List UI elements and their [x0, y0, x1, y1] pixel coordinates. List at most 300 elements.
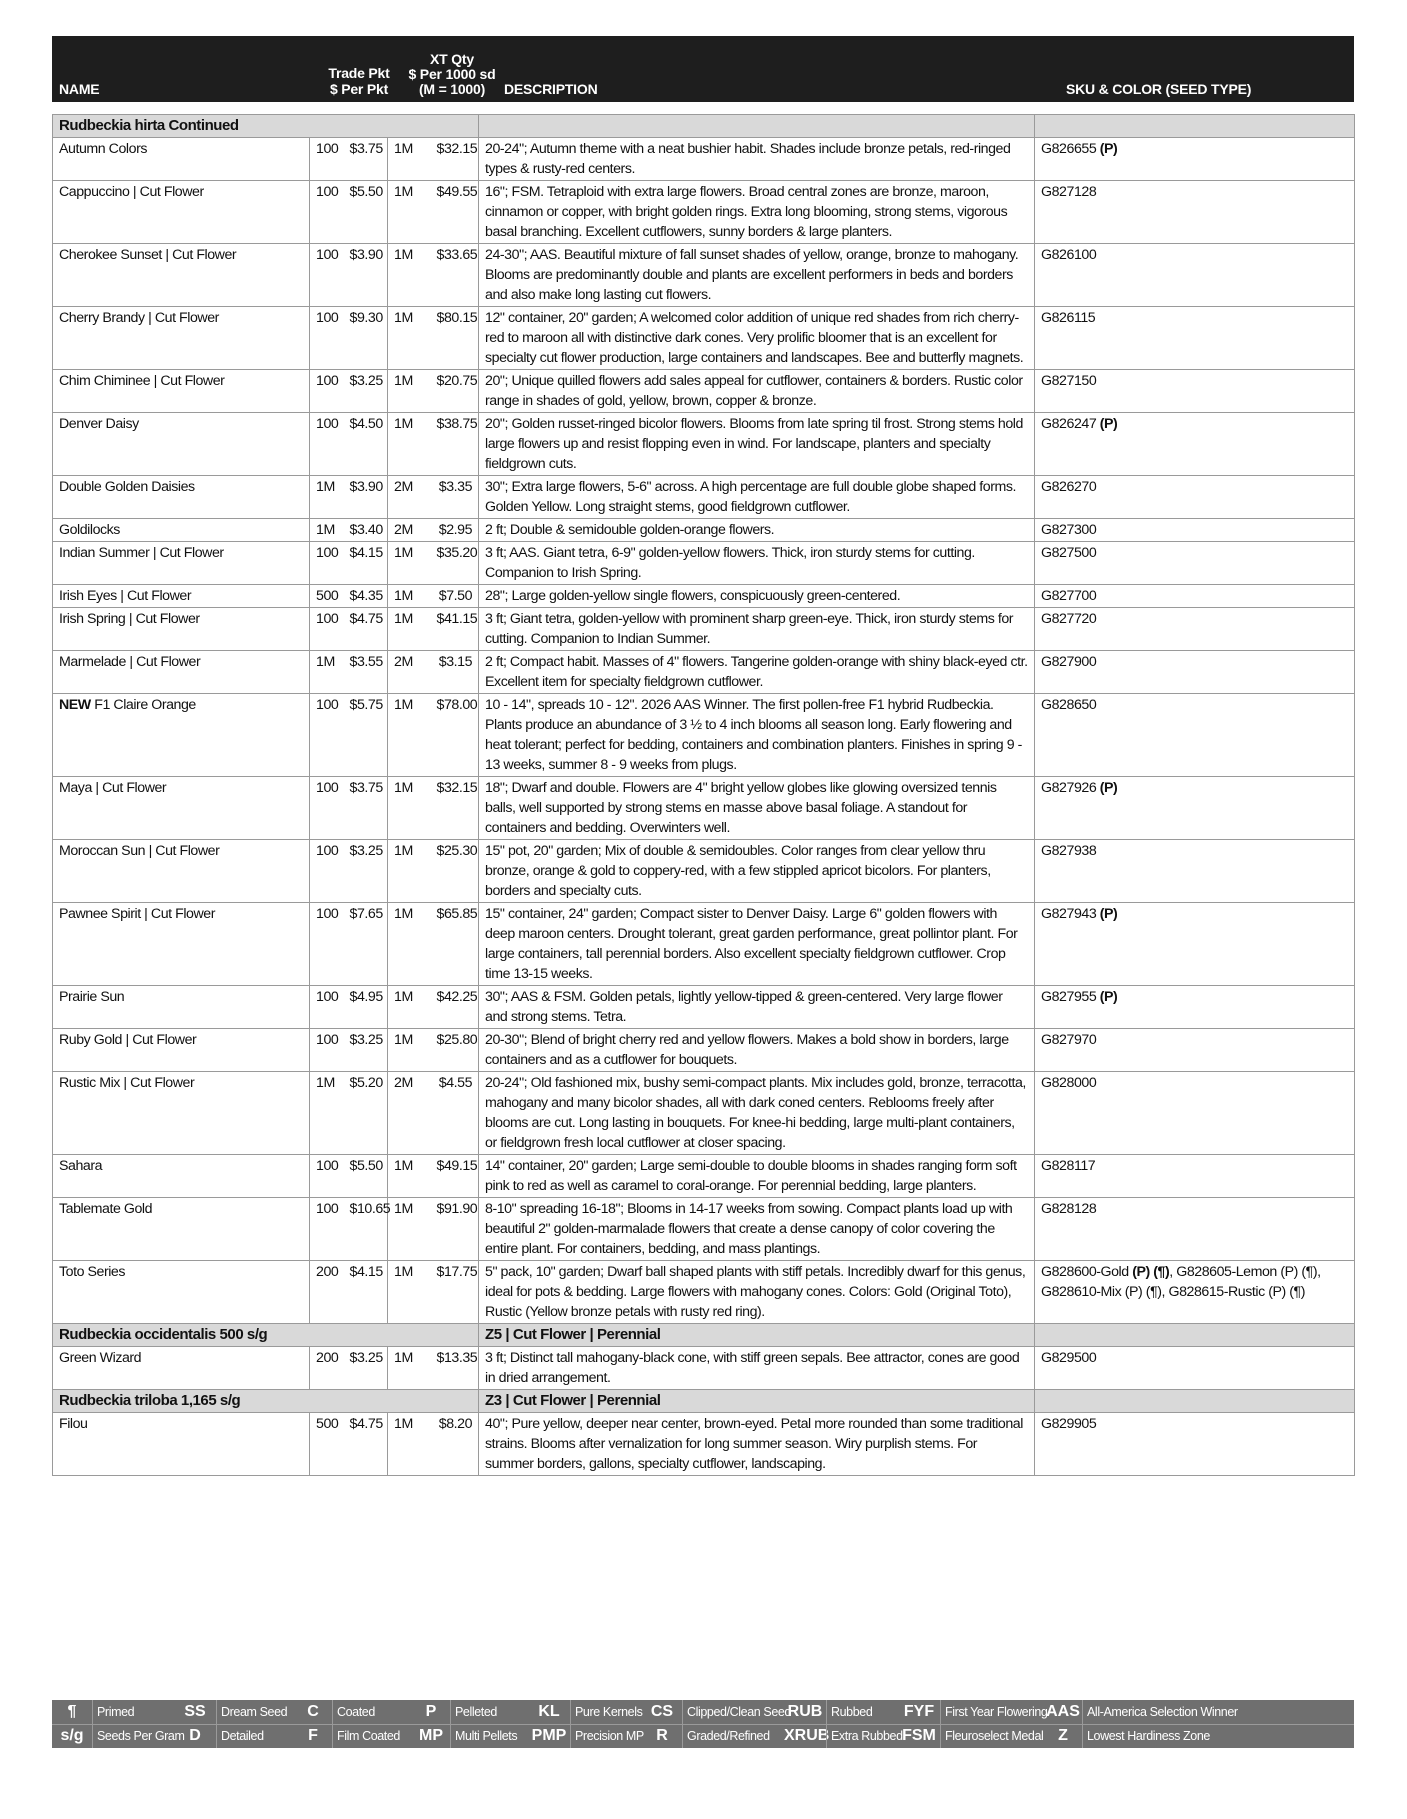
table-row [53, 1072, 1355, 1155]
legend-label: Fleuroselect Medal [940, 1724, 1045, 1748]
sku-cell [1035, 1261, 1355, 1324]
sku-code: G827500 [1041, 545, 1097, 561]
product-name-cell [53, 694, 310, 777]
description: 14" container, 20" garden; Large semi-double to double blooms in shades ranging form soft pink to red as well as caramel to coral-orange. For perennial bedding, large planters. [479, 1155, 1035, 1198]
xt-qty: 1M [388, 542, 431, 585]
product-name-cell [53, 1029, 310, 1072]
trade-pkt-price: $7.65 [344, 903, 388, 986]
sku-cell [1035, 519, 1355, 542]
product-name: Marmelade | Cut Flower [59, 654, 201, 670]
table-row [53, 986, 1355, 1029]
header-xt-line1: XT Qty [430, 51, 474, 67]
trade-pkt-size: 200 [310, 1261, 344, 1324]
description: 3 ft; AAS. Giant tetra, 6-9" golden-yellow flowers. Thick, iron sturdy stems for cutting. Companion to Irish Spring. [479, 542, 1035, 585]
product-name: Cappuccino | Cut Flower [59, 184, 204, 200]
trade-pkt-price: $3.90 [344, 244, 388, 307]
trade-pkt-price: $5.20 [344, 1072, 388, 1155]
trade-pkt-price: $3.90 [344, 476, 388, 519]
table-row [53, 694, 1355, 777]
section-header-row [53, 115, 1355, 138]
xt-qty-price: $3.15 [431, 651, 479, 694]
trade-pkt-size: 100 [310, 1155, 344, 1198]
section-sku-blank [1035, 1324, 1355, 1347]
product-name: Tablemate Gold [59, 1201, 153, 1217]
trade-pkt-size: 1M [310, 476, 344, 519]
product-name-cell [53, 1347, 310, 1390]
description: 20"; Golden russet-ringed bicolor flowers. Blooms from late spring til frost. Strong stems hold large flowers up and resist flopping even in wind. For landscape, planters and specialty fieldgrown cuts. [479, 413, 1035, 476]
legend-symbol: P [425, 1703, 437, 1720]
trade-pkt-size: 100 [310, 694, 344, 777]
xt-qty: 1M [388, 1413, 431, 1476]
trade-pkt-price: $10.65 [344, 1198, 388, 1261]
xt-qty-price: $35.20 [431, 542, 479, 585]
table-row [53, 903, 1355, 986]
xt-qty: 1M [388, 694, 431, 777]
product-name: Double Golden Daisies [59, 479, 195, 495]
trade-pkt-size: 100 [310, 244, 344, 307]
legend-label: Pure Kernels [570, 1700, 643, 1724]
legend-symbol: SS [184, 1703, 206, 1720]
sku-cell [1035, 608, 1355, 651]
xt-qty: 2M [388, 651, 431, 694]
xt-qty-price: $38.75 [431, 413, 479, 476]
sku-code: G826100 [1041, 247, 1097, 263]
trade-pkt-price: $4.35 [344, 585, 388, 608]
description: 24-30"; AAS. Beautiful mixture of fall sunset shades of yellow, orange, bronze to mahogany. Blooms are predominantly double and plants are excellent performers in beds and borders and also make long lasting cut flowers. [479, 244, 1035, 307]
xt-qty-price: $13.35 [431, 1347, 479, 1390]
legend-symbol: R [656, 1727, 668, 1744]
xt-qty-price: $3.35 [431, 476, 479, 519]
sku-cell [1035, 1072, 1355, 1155]
table-row [53, 1155, 1355, 1198]
product-name: F1 Claire Orange [94, 697, 196, 713]
header-trade-pkt-line1: Trade Pkt [328, 65, 390, 81]
xt-qty: 1M [388, 413, 431, 476]
section-title: Rudbeckia occidentalis 500 s/g [53, 1324, 479, 1347]
product-name-cell [53, 519, 310, 542]
legend-label: Graded/Refined [682, 1724, 785, 1748]
product-name-cell [53, 307, 310, 370]
product-name-cell [53, 1155, 310, 1198]
legend-label: Seeds Per Gram [92, 1724, 175, 1748]
description: 28"; Large golden-yellow single flowers, conspicuously green-centered. [479, 585, 1035, 608]
sku-cell [1035, 777, 1355, 840]
description: 15" pot, 20" garden; Mix of double & semidoubles. Color ranges from clear yellow thru bronze, orange & gold to coppery-red, with a few stippled apricot bicolors. For planters, borders and specialty cuts. [479, 840, 1035, 903]
xt-qty-price: $49.15 [431, 1155, 479, 1198]
legend-symbol: XRUB [784, 1727, 830, 1744]
trade-pkt-price: $3.55 [344, 651, 388, 694]
legend-symbol: D [189, 1727, 201, 1744]
legend-label: First Year Flowering [940, 1700, 1045, 1724]
table-row [53, 519, 1355, 542]
product-name: Ruby Gold | Cut Flower [59, 1032, 197, 1048]
trade-pkt-price: $4.75 [344, 608, 388, 651]
legend-symbol: PMP [531, 1727, 567, 1744]
legend-symbol: CS [650, 1703, 674, 1720]
trade-pkt-size: 100 [310, 370, 344, 413]
xt-qty: 1M [388, 138, 431, 181]
xt-qty-price: $32.15 [431, 138, 479, 181]
xt-qty-price: $42.25 [431, 986, 479, 1029]
trade-pkt-size: 500 [310, 1413, 344, 1476]
sku-code: G828000 [1041, 1075, 1097, 1091]
trade-pkt-price: $5.50 [344, 181, 388, 244]
trade-pkt-price: $3.25 [344, 1029, 388, 1072]
legend-symbol: MP [419, 1727, 443, 1744]
seed-type: (P) (¶) [1132, 1264, 1170, 1280]
xt-qty: 2M [388, 519, 431, 542]
legend-label: Detailed [216, 1724, 295, 1748]
legend-label: Extra Rubbed [826, 1724, 899, 1748]
description: 8-10" spreading 16-18"; Blooms in 14-17 weeks from sowing. Compact plants load up with beautiful 2" golden-marmalade flowers that create a dense canopy of color covering the entire plant. For containers, bedding, and mass plantings. [479, 1198, 1035, 1261]
product-name-cell [53, 777, 310, 840]
product-name-cell [53, 542, 310, 585]
description: 15" container, 24" garden; Compact sister to Denver Daisy. Large 6" golden flowers with deep maroon centers. Drought tolerant, great garden performance, great pollintor plant. For large containers, tall perennial borders. Also excellent specialty fieldgrown cutflower. Crop time 13-15 weeks. [479, 903, 1035, 986]
trade-pkt-size: 100 [310, 777, 344, 840]
xt-qty-price: $4.55 [431, 1072, 479, 1155]
product-table [52, 114, 1355, 1476]
trade-pkt-size: 1M [310, 1072, 344, 1155]
legend-label: All-America Selection Winner [1082, 1700, 1225, 1724]
legend-symbol: FYF [903, 1703, 935, 1720]
trade-pkt-size: 100 [310, 307, 344, 370]
sku-cell [1035, 585, 1355, 608]
table-row [53, 1029, 1355, 1072]
xt-qty: 1M [388, 840, 431, 903]
trade-pkt-size: 100 [310, 986, 344, 1029]
sku-cell [1035, 986, 1355, 1029]
sku-cell [1035, 1198, 1355, 1261]
legend-symbol: KL [538, 1703, 560, 1720]
xt-qty: 1M [388, 1198, 431, 1261]
description: 2 ft; Compact habit. Masses of 4" flowers. Tangerine golden-orange with shiny black-eyed ctr. Excellent item for specialty fieldgrown cutflower. [479, 651, 1035, 694]
sku-code: G827700 [1041, 588, 1097, 604]
xt-qty: 1M [388, 181, 431, 244]
description: 16"; FSM. Tetraploid with extra large flowers. Broad central zones are bronze, maroon, cinnamon or copper, with bright golden rings. Extra long blooming, strong stems, vigorous basal branching. Excellent cutflowers, sunny borders & large planters. [479, 181, 1035, 244]
product-name: Maya | Cut Flower [59, 780, 167, 796]
legend-symbol: AAS [1046, 1703, 1080, 1720]
sku-code: G828128 [1041, 1201, 1097, 1217]
trade-pkt-price: $3.25 [344, 370, 388, 413]
description: 5" pack, 10" garden; Dwarf ball shaped plants with stiff petals. Incredibly dwarf for this genus, ideal for pots & bedding. Large flowers with mahogany cones. Colors: Gold (Original Toto), Rustic (Yellow bronze petals with rusty red ring). [479, 1261, 1035, 1324]
table-row [53, 307, 1355, 370]
xt-qty-price: $7.50 [431, 585, 479, 608]
product-name-cell [53, 651, 310, 694]
sku-cell [1035, 1347, 1355, 1390]
product-name-cell [53, 181, 310, 244]
header-xt-line3: (M = 1000) [418, 81, 486, 97]
seed-type: (P) [1099, 416, 1118, 432]
xt-qty: 1M [388, 1029, 431, 1072]
xt-qty-price: $8.20 [431, 1413, 479, 1476]
xt-qty: 1M [388, 244, 431, 307]
product-name-cell [53, 244, 310, 307]
section-header-row [53, 1324, 1355, 1347]
product-name: Green Wizard [59, 1350, 142, 1366]
product-name: Filou [59, 1416, 88, 1432]
legend-symbol: FSM [902, 1727, 936, 1744]
sku-cell [1035, 903, 1355, 986]
product-name-cell [53, 608, 310, 651]
product-name: Denver Daisy [59, 416, 139, 432]
product-name-cell [53, 138, 310, 181]
xt-qty-price: $25.30 [431, 840, 479, 903]
xt-qty-price: $2.95 [431, 519, 479, 542]
table-row [53, 651, 1355, 694]
sku-code: G828600-Gold [1041, 1264, 1133, 1280]
xt-qty: 2M [388, 476, 431, 519]
table-row [53, 1413, 1355, 1476]
trade-pkt-size: 100 [310, 542, 344, 585]
product-name-cell [53, 986, 310, 1029]
xt-qty: 1M [388, 585, 431, 608]
sku-code: G827955 [1041, 989, 1100, 1005]
sku-extra: , G828605-Lemon (P) (¶), G828610-Mix (P) (¶), G828615-Rustic (P) (¶) [1041, 1264, 1321, 1300]
sku-code: G829500 [1041, 1350, 1097, 1366]
table-row [53, 476, 1355, 519]
trade-pkt-size: 200 [310, 1347, 344, 1390]
legend-symbol: s/g [60, 1727, 84, 1744]
table-row [53, 181, 1355, 244]
sku-cell [1035, 181, 1355, 244]
header-xt-qty [400, 52, 504, 97]
table-row [53, 244, 1355, 307]
xt-qty-price: $32.15 [431, 777, 479, 840]
section-subtitle: Z5 | Cut Flower | Perennial [479, 1324, 1035, 1347]
sku-cell [1035, 307, 1355, 370]
product-name: Indian Summer | Cut Flower [59, 545, 224, 561]
section-title: Rudbeckia hirta Continued [53, 115, 479, 138]
trade-pkt-price: $3.25 [344, 840, 388, 903]
product-name: Rustic Mix | Cut Flower [59, 1075, 195, 1091]
legend-label: Dream Seed [216, 1700, 295, 1724]
legend-label: Film Coated [332, 1724, 413, 1748]
legend-label: Clipped/Clean Seed [682, 1700, 785, 1724]
xt-qty: 2M [388, 1072, 431, 1155]
product-name: Moroccan Sun | Cut Flower [59, 843, 220, 859]
product-name-cell [53, 1072, 310, 1155]
sku-cell [1035, 370, 1355, 413]
legend-label: Primed [92, 1700, 175, 1724]
description: 3 ft; Distinct tall mahogany-black cone, with stiff green sepals. Bee attractor, cones are good in dried arrangement. [479, 1347, 1035, 1390]
table-row [53, 138, 1355, 181]
product-name-cell [53, 1261, 310, 1324]
description: 10 - 14", spreads 10 - 12". 2026 AAS Winner. The first pollen-free F1 hybrid Rudbeckia. Plants produce an abundance of 3 ½ to 4 inch blooms all season long. Early flowering and heat tolerant; perfect for bedding, containers and combination planters. Finishes in spring 9 - 13 weeks, summer 8 - 9 weeks from plugs. [479, 694, 1035, 777]
xt-qty-price: $49.55 [431, 181, 479, 244]
xt-qty: 1M [388, 777, 431, 840]
description: 12" container, 20" garden; A welcomed color addition of unique red shades from rich cherry-red to maroon all with distinctive dark cones. Very prolific bloomer that is an excellent for specialty cut flower production, large containers and landscapes. Bee and butterfly magnets. [479, 307, 1035, 370]
description: 40"; Pure yellow, deeper near center, brown-eyed. Petal more rounded than some traditional strains. Blooms after vernalization for long summer season. Wiry purplish stems. For summer borders, gallons, specialty cutflower, landscaping. [479, 1413, 1035, 1476]
trade-pkt-price: $9.30 [344, 307, 388, 370]
table-row [53, 608, 1355, 651]
section-title: Rudbeckia triloba 1,165 s/g [53, 1390, 479, 1413]
product-name: Pawnee Spirit | Cut Flower [59, 906, 215, 922]
legend-label: Precision MP [570, 1724, 643, 1748]
sku-code: G827970 [1041, 1032, 1097, 1048]
legend-symbol: RUB [787, 1703, 823, 1720]
table-row [53, 1198, 1355, 1261]
xt-qty: 1M [388, 986, 431, 1029]
table-row [53, 1261, 1355, 1324]
product-name-cell [53, 476, 310, 519]
sku-cell [1035, 1029, 1355, 1072]
trade-pkt-price: $4.15 [344, 542, 388, 585]
description: 20"; Unique quilled flowers add sales appeal for cutflower, containers & borders. Rustic color range in shades of gold, yellow, brown, copper & bronze. [479, 370, 1035, 413]
sku-code: G826247 [1041, 416, 1100, 432]
sku-code: G827300 [1041, 522, 1097, 538]
sku-code: G828117 [1041, 1158, 1096, 1174]
legend-symbol: C [307, 1703, 319, 1720]
section-sku-blank [1035, 115, 1355, 138]
description: 3 ft; Giant tetra, golden-yellow with prominent sharp green-eye. Thick, iron sturdy stems for cutting. Companion to Indian Summer. [479, 608, 1035, 651]
legend-label: Rubbed [826, 1700, 899, 1724]
header-trade-pkt-line2: $ Per Pkt [329, 81, 389, 97]
table-header [52, 36, 1354, 102]
legend-symbol: Z [1058, 1727, 1068, 1744]
product-name: Sahara [59, 1158, 103, 1174]
header-name: NAME [59, 81, 100, 97]
sku-cell [1035, 413, 1355, 476]
xt-qty-price: $91.90 [431, 1198, 479, 1261]
header-xt-line2: $ Per 1000 sd [408, 66, 496, 82]
trade-pkt-size: 100 [310, 1029, 344, 1072]
xt-qty-price: $78.00 [431, 694, 479, 777]
xt-qty: 1M [388, 307, 431, 370]
xt-qty-price: $65.85 [431, 903, 479, 986]
trade-pkt-price: $3.40 [344, 519, 388, 542]
table-row [53, 777, 1355, 840]
xt-qty-price: $33.65 [431, 244, 479, 307]
trade-pkt-price: $4.15 [344, 1261, 388, 1324]
description: 30"; AAS & FSM. Golden petals, lightly yellow-tipped & green-centered. Very large flower and strong stems. Tetra. [479, 986, 1035, 1029]
seed-type-legend [52, 1700, 1354, 1748]
sku-cell [1035, 694, 1355, 777]
trade-pkt-price: $3.25 [344, 1347, 388, 1390]
product-name: Prairie Sun [59, 989, 125, 1005]
sku-cell [1035, 1413, 1355, 1476]
sku-code: G827900 [1041, 654, 1097, 670]
xt-qty: 1M [388, 1155, 431, 1198]
product-name: Irish Eyes | Cut Flower [59, 588, 192, 604]
section-subtitle: Z3 | Cut Flower | Perennial [479, 1390, 1035, 1413]
table-row [53, 413, 1355, 476]
trade-pkt-price: $4.50 [344, 413, 388, 476]
description: 20-30"; Blend of bright cherry red and yellow flowers. Makes a bold show in borders, large containers and as a cutflower for bouquets. [479, 1029, 1035, 1072]
trade-pkt-size: 500 [310, 585, 344, 608]
legend-label: Pelleted [450, 1700, 529, 1724]
sku-code: G826270 [1041, 479, 1097, 495]
section-subtitle [479, 115, 1035, 138]
sku-cell [1035, 476, 1355, 519]
legend-symbol: F [308, 1727, 318, 1744]
product-name-cell [53, 585, 310, 608]
sku-code: G827720 [1041, 611, 1097, 627]
product-name: Cherokee Sunset | Cut Flower [59, 247, 237, 263]
trade-pkt-price: $4.95 [344, 986, 388, 1029]
sku-code: G827926 [1041, 780, 1100, 796]
legend-symbol: ¶ [67, 1703, 77, 1720]
trade-pkt-size: 100 [310, 840, 344, 903]
header-sku: SKU & COLOR (SEED TYPE) [1066, 81, 1252, 97]
table-row [53, 585, 1355, 608]
sku-cell [1035, 244, 1355, 307]
catalog-page [52, 36, 1354, 1472]
trade-pkt-size: 100 [310, 181, 344, 244]
xt-qty-price: $20.75 [431, 370, 479, 413]
trade-pkt-price: $4.75 [344, 1413, 388, 1476]
header-description: DESCRIPTION [504, 81, 598, 97]
sku-code: G826655 [1041, 141, 1100, 157]
seed-type: (P) [1099, 780, 1118, 796]
sku-code: G826115 [1041, 310, 1096, 326]
product-name-cell [53, 840, 310, 903]
sku-code: G829905 [1041, 1416, 1097, 1432]
sku-code: G827150 [1041, 373, 1097, 389]
xt-qty-price: $80.15 [431, 307, 479, 370]
trade-pkt-size: 1M [310, 651, 344, 694]
trade-pkt-size: 100 [310, 903, 344, 986]
product-name-cell [53, 903, 310, 986]
description: 18"; Dwarf and double. Flowers are 4" bright yellow globes like glowing oversized tennis balls, well supported by strong stems en masse above basal foliage. A standout for containers and bedding. Overwinters well. [479, 777, 1035, 840]
trade-pkt-size: 100 [310, 413, 344, 476]
xt-qty: 1M [388, 1347, 431, 1390]
xt-qty: 1M [388, 903, 431, 986]
trade-pkt-size: 100 [310, 608, 344, 651]
legend-label: Multi Pellets [450, 1724, 529, 1748]
sku-code: G827943 [1041, 906, 1100, 922]
description: 30"; Extra large flowers, 5-6" across. A high percentage are full double globe shaped forms. Golden Yellow. Long straight stems, good fieldgrown cutflower. [479, 476, 1035, 519]
seed-type: (P) [1099, 989, 1118, 1005]
header-trade-pkt [322, 65, 396, 97]
product-name: Cherry Brandy | Cut Flower [59, 310, 219, 326]
trade-pkt-size: 100 [310, 1198, 344, 1261]
table-row [53, 1347, 1355, 1390]
seed-type: (P) [1099, 906, 1118, 922]
xt-qty: 1M [388, 608, 431, 651]
description: 20-24"; Autumn theme with a neat bushier habit. Shades include bronze petals, red-ringed types & rusty-red centers. [479, 138, 1035, 181]
xt-qty-price: $41.15 [431, 608, 479, 651]
sku-cell [1035, 651, 1355, 694]
trade-pkt-size: 1M [310, 519, 344, 542]
xt-qty: 1M [388, 1261, 431, 1324]
sku-cell [1035, 542, 1355, 585]
table-row [53, 542, 1355, 585]
sku-code: G827128 [1041, 184, 1097, 200]
product-name: Goldilocks [59, 522, 120, 538]
new-badge: NEW [59, 697, 95, 713]
trade-pkt-size: 100 [310, 138, 344, 181]
product-name-cell [53, 413, 310, 476]
product-name: Toto Series [59, 1264, 126, 1280]
seed-type: (P) [1099, 141, 1118, 157]
xt-qty-price: $17.75 [431, 1261, 479, 1324]
sku-cell [1035, 1155, 1355, 1198]
trade-pkt-price: $3.75 [344, 777, 388, 840]
legend-label: Coated [332, 1700, 413, 1724]
table-row [53, 840, 1355, 903]
product-name-cell [53, 1198, 310, 1261]
trade-pkt-price: $5.75 [344, 694, 388, 777]
trade-pkt-price: $3.75 [344, 138, 388, 181]
trade-pkt-price: $5.50 [344, 1155, 388, 1198]
sku-code: G828650 [1041, 697, 1097, 713]
product-name: Irish Spring | Cut Flower [59, 611, 200, 627]
product-name: Autumn Colors [59, 141, 147, 157]
xt-qty: 1M [388, 370, 431, 413]
description: 2 ft; Double & semidouble golden-orange flowers. [479, 519, 1035, 542]
xt-qty-price: $25.80 [431, 1029, 479, 1072]
sku-cell [1035, 138, 1355, 181]
